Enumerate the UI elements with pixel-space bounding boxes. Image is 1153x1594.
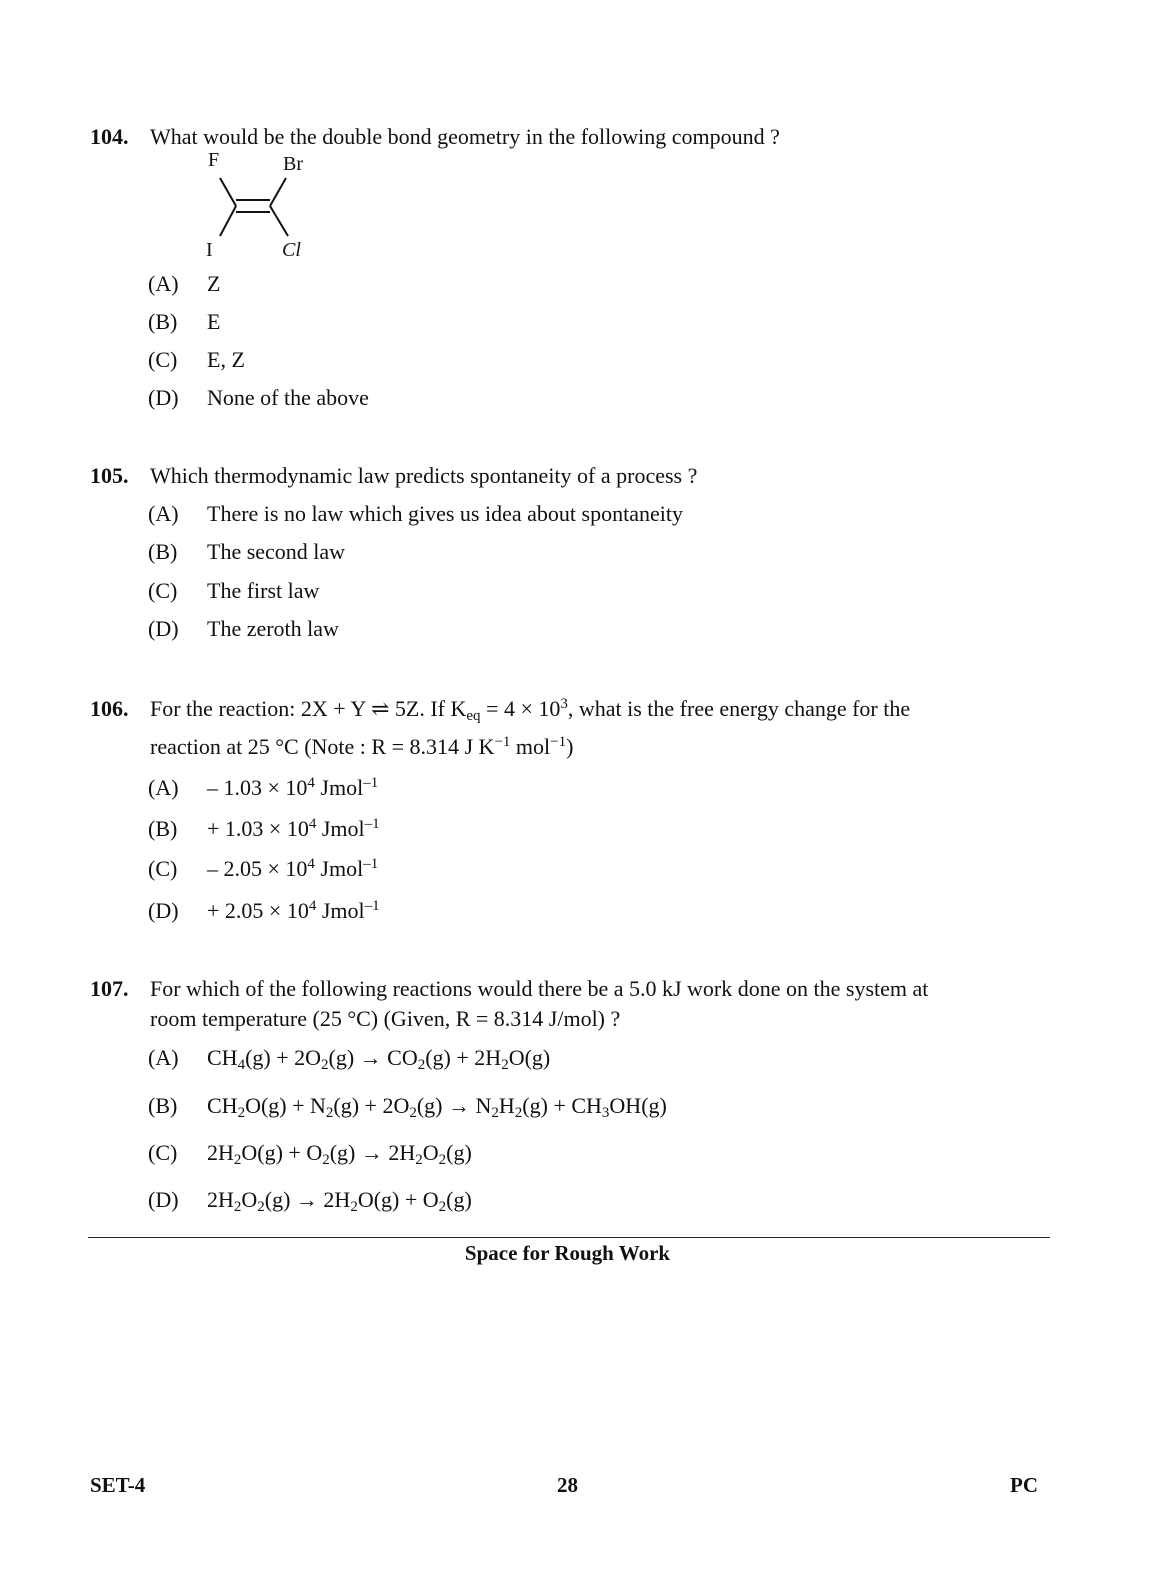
option-text: + $2.05 \times 10^4$ Jmol$^{-1}$ [207,898,380,923]
question-text: room temperature (25 °C) (Given, R = 8.314 J/mol) ? [150,1006,621,1031]
footer-set-label: SET-4 [90,1473,146,1497]
option-text: $2H_2O(g) + O_2(g) \to 2H_2O_2(g)$ [207,1140,472,1168]
option-letter: (A) [148,775,179,800]
rough-work-heading: Space for Rough Work [464,1241,671,1265]
option-text: – $2.05 \times 10^4$ Jmol$^{-1}$ [207,856,379,881]
question-text: reaction at 25 °C (Note : R = 8.314 J $K^{-1}$ mol$^{-1}$) [150,734,574,759]
option-text: $CH_4(g) + 2O_2(g) \to CO_2(g) + 2H_2O(g)$ [207,1045,551,1073]
option-text: The second law [207,539,346,564]
footer-code: PC [1010,1473,1038,1497]
option-text: Z [207,271,221,296]
atom-fluorine: F [208,149,220,171]
option-text: $CH_2O(g) + N_2(g) + 2O_2(g) \to N_2H_2(g) + CH_3OH(g)$ [207,1093,667,1121]
option-letter: (A) [148,271,179,296]
question-text: Which thermodynamic law predicts spontaneity of a process ? [150,463,698,488]
option-letter: (B) [148,539,178,564]
option-letter: (A) [148,501,179,526]
option-text: The zeroth law [207,616,339,641]
option-letter: (C) [148,856,178,881]
option-text: – $1.03 \times 10^4$ Jmol$^{-1}$ [207,775,379,800]
option-letter: (D) [148,1187,179,1212]
question-text: For the reaction: 2X + Y ⇌ 5Z. If $K_{eq} = 4 \times 10^3$, what is the free energy change for the [150,696,911,724]
option-letter: (C) [148,578,178,603]
question-number: 105. [90,463,129,488]
atom-bromine: Br [283,153,303,175]
option-text: There is no law which gives us idea about spontaneity [207,501,683,526]
page-number: 28 [557,1473,578,1497]
section-divider [88,1237,1050,1238]
option-letter: (D) [148,898,179,923]
option-letter: (C) [148,1140,178,1165]
atom-chlorine: Cl [282,239,301,261]
option-text: The first law [207,578,320,603]
option-letter: (A) [148,1045,179,1070]
option-letter: (B) [148,309,178,334]
question-number: 106. [90,696,129,721]
question-number: 104. [90,124,129,149]
question-text: For which of the following reactions would there be a 5.0 kJ work done on the system at [150,976,929,1001]
question-text: What would be the double bond geometry in the following compound ? [150,124,780,149]
option-letter: (D) [148,385,179,410]
option-letter: (B) [148,816,178,841]
option-letter: (B) [148,1093,178,1118]
option-letter: (C) [148,347,178,372]
question-number: 107. [90,976,129,1001]
ethene-structure [190,148,330,263]
option-text: $2H_2O_2(g) \to 2H_2O(g) + O_2(g)$ [207,1187,472,1215]
option-text: + $1.03 \times 10^4$ Jmol$^{-1}$ [207,816,380,841]
option-text: None of the above [207,385,369,410]
option-text: E [207,309,221,334]
option-text: E, Z [207,347,245,372]
option-letter: (D) [148,616,179,641]
atom-iodine: I [206,239,213,261]
